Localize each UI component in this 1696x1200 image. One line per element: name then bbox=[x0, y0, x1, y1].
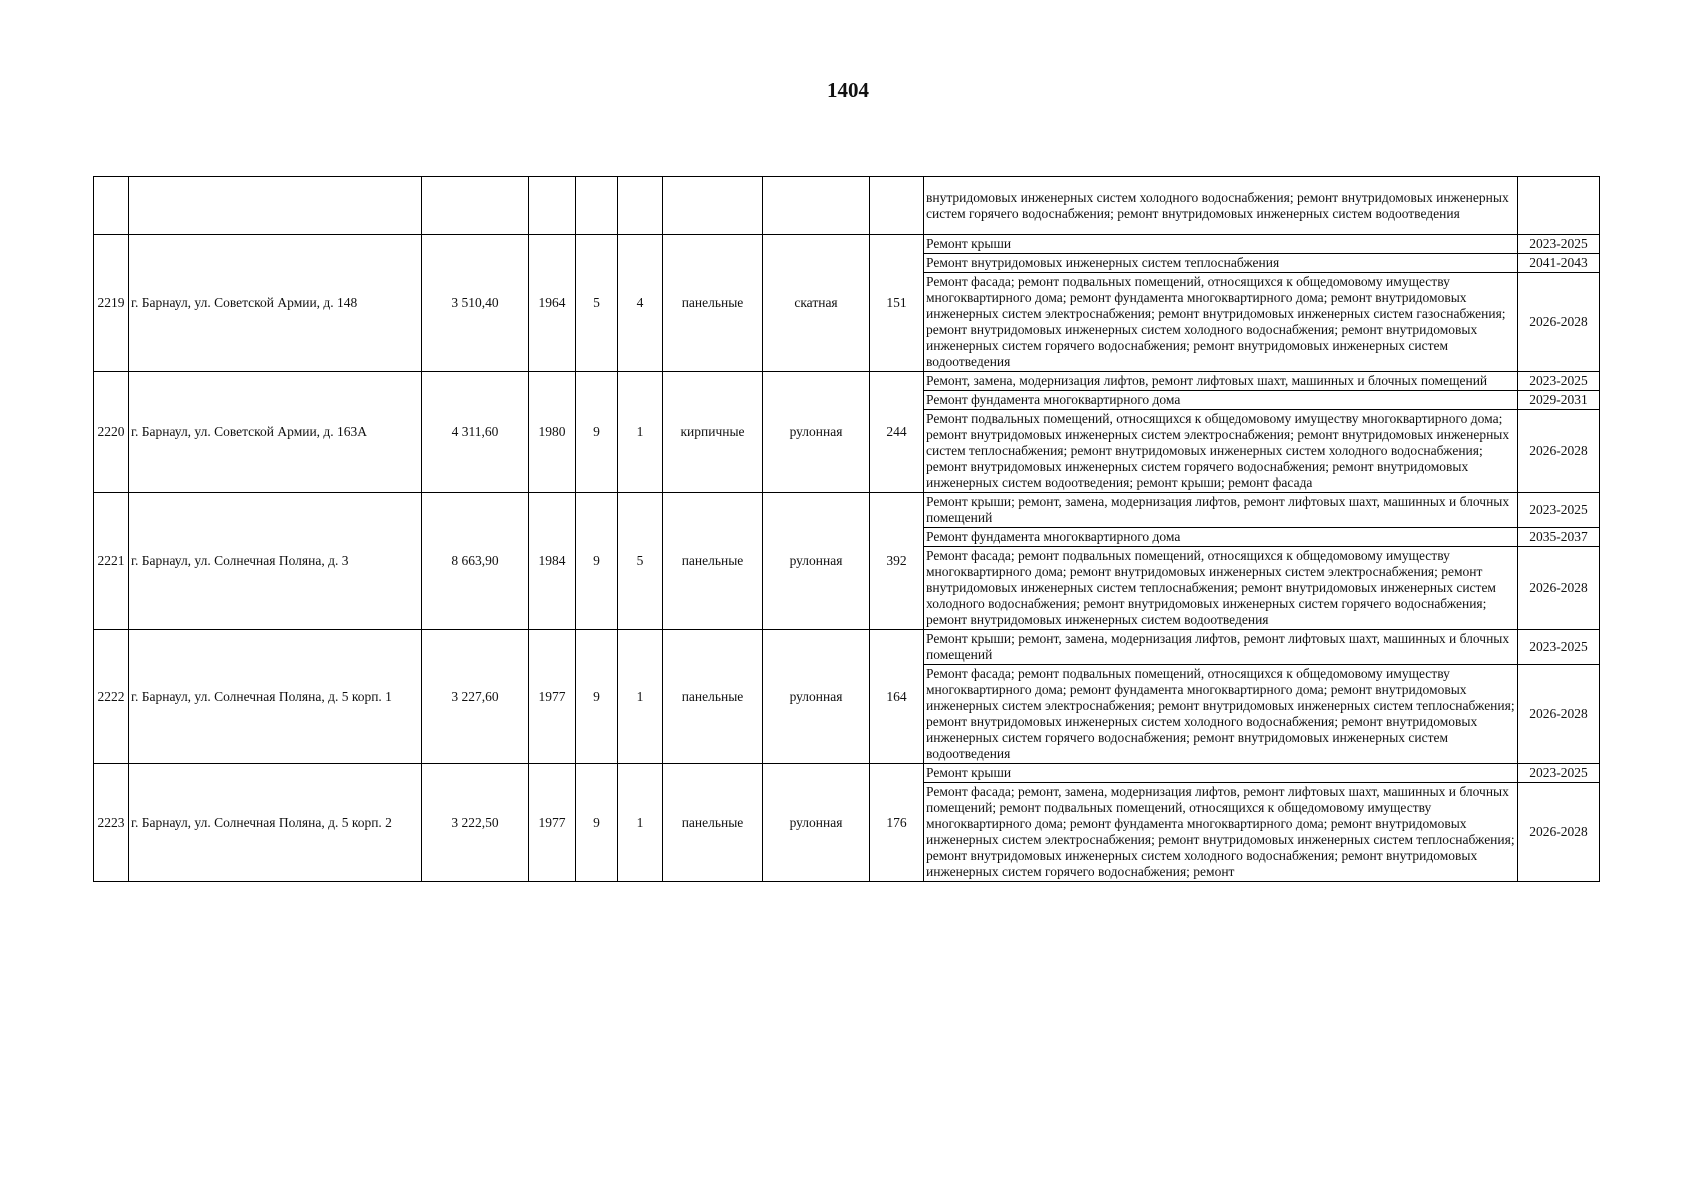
build-year: 1977 bbox=[529, 630, 576, 764]
work-period: 2023-2025 bbox=[1518, 493, 1600, 528]
table-row bbox=[94, 177, 1600, 235]
resident-count: 164 bbox=[870, 630, 924, 764]
row-number: 2219 bbox=[94, 235, 129, 372]
roof-type: рулонная bbox=[763, 493, 870, 630]
total-area: 8 663,90 bbox=[422, 493, 529, 630]
work-period: 2023-2025 bbox=[1518, 630, 1600, 665]
cell-year-empty bbox=[529, 177, 576, 235]
work-description: Ремонт фундамента многоквартирного дома bbox=[924, 391, 1518, 410]
work-period: 2026-2028 bbox=[1518, 783, 1600, 882]
work-period bbox=[1518, 177, 1600, 235]
cell-address-empty bbox=[129, 177, 422, 235]
house-address: г. Барнаул, ул. Солнечная Поляна, д. 5 корп. 2 bbox=[129, 764, 422, 882]
floor-count: 9 bbox=[576, 630, 618, 764]
work-description: Ремонт фасада; ремонт подвальных помещений, относящихся к общедомовому имуществу многоквартирного дома; ремонт фундамента многоквартирного дома; ремонт внутридомовых инженерных систем электроснабжения; ремонт внутридомовых инженерных систем газоснабжения; ремонт внутридомовых инженерных систем холодного водоснабжения; ремонт внутридомовых инженерных систем горячего водоснабжения; ремонт внутридомовых инженерных систем водоотведения bbox=[924, 273, 1518, 372]
resident-count: 244 bbox=[870, 372, 924, 493]
table-row bbox=[94, 630, 1600, 665]
work-period: 2026-2028 bbox=[1518, 273, 1600, 372]
work-description: Ремонт крыши; ремонт, замена, модернизация лифтов, ремонт лифтовых шахт, машинных и блочных помещений bbox=[924, 630, 1518, 665]
work-period: 2029-2031 bbox=[1518, 391, 1600, 410]
entrance-count: 1 bbox=[618, 372, 663, 493]
page-number: 1404 bbox=[827, 78, 869, 102]
row-number: 2223 bbox=[94, 764, 129, 882]
work-period: 2035-2037 bbox=[1518, 528, 1600, 547]
work-period: 2026-2028 bbox=[1518, 410, 1600, 493]
work-period: 2026-2028 bbox=[1518, 547, 1600, 630]
wall-material: панельные bbox=[663, 493, 763, 630]
cell-entrances-empty bbox=[618, 177, 663, 235]
total-area: 4 311,60 bbox=[422, 372, 529, 493]
wall-material: кирпичные bbox=[663, 372, 763, 493]
floor-count: 9 bbox=[576, 493, 618, 630]
cell-residents-empty bbox=[870, 177, 924, 235]
repair-schedule-table bbox=[93, 176, 1600, 882]
work-description: Ремонт фасада; ремонт, замена, модернизация лифтов, ремонт лифтовых шахт, машинных и блочных помещений; ремонт подвальных помещений, относящихся к общедомовому имуществу многоквартирного дома; ремонт фундамента многоквартирного дома; ремонт внутридомовых инженерных систем электроснабжения; ремонт внутридомовых инженерных систем теплоснабжения; ремонт внутридомовых инженерных систем холодного водоснабжения; ремонт внутридомовых инженерных систем горячего водоснабжения; ремонт bbox=[924, 783, 1518, 882]
work-description: Ремонт крыши bbox=[924, 235, 1518, 254]
entrance-count: 5 bbox=[618, 493, 663, 630]
entrance-count: 1 bbox=[618, 630, 663, 764]
resident-count: 176 bbox=[870, 764, 924, 882]
work-description: внутридомовых инженерных систем холодного водоснабжения; ремонт внутридомовых инженерных систем горячего водоснабжения; ремонт внутридомовых инженерных систем водоотведения bbox=[924, 177, 1518, 235]
floor-count: 5 bbox=[576, 235, 618, 372]
house-address: г. Барнаул, ул. Солнечная Поляна, д. 3 bbox=[129, 493, 422, 630]
table-row bbox=[94, 764, 1600, 783]
cell-floors-empty bbox=[576, 177, 618, 235]
work-description: Ремонт крыши; ремонт, замена, модернизация лифтов, ремонт лифтовых шахт, машинных и блочных помещений bbox=[924, 493, 1518, 528]
row-number: 2220 bbox=[94, 372, 129, 493]
wall-material: панельные bbox=[663, 630, 763, 764]
resident-count: 392 bbox=[870, 493, 924, 630]
wall-material: панельные bbox=[663, 235, 763, 372]
roof-type: рулонная bbox=[763, 630, 870, 764]
work-description: Ремонт, замена, модернизация лифтов, ремонт лифтовых шахт, машинных и блочных помещений bbox=[924, 372, 1518, 391]
work-description: Ремонт фундамента многоквартирного дома bbox=[924, 528, 1518, 547]
table-row bbox=[94, 372, 1600, 391]
table-row bbox=[94, 493, 1600, 528]
roof-type: рулонная bbox=[763, 764, 870, 882]
work-period: 2023-2025 bbox=[1518, 235, 1600, 254]
work-period: 2041-2043 bbox=[1518, 254, 1600, 273]
work-description: Ремонт фасада; ремонт подвальных помещений, относящихся к общедомовому имуществу многоквартирного дома; ремонт фундамента многоквартирного дома; ремонт внутридомовых инженерных систем электроснабжения; ремонт внутридомовых инженерных систем теплоснабжения; ремонт внутридомовых инженерных систем холодного водоснабжения; ремонт внутридомовых инженерных систем горячего водоснабжения; ремонт внутридомовых инженерных систем водоотведения bbox=[924, 665, 1518, 764]
total-area: 3 227,60 bbox=[422, 630, 529, 764]
total-area: 3 222,50 bbox=[422, 764, 529, 882]
cell-area-empty bbox=[422, 177, 529, 235]
resident-count: 151 bbox=[870, 235, 924, 372]
build-year: 1977 bbox=[529, 764, 576, 882]
roof-type: рулонная bbox=[763, 372, 870, 493]
work-description: Ремонт фасада; ремонт подвальных помещений, относящихся к общедомовому имуществу многоквартирного дома; ремонт внутридомовых инженерных систем электроснабжения; ремонт внутридомовых инженерных систем теплоснабжения; ремонт внутридомовых инженерных систем холодного водоснабжения; ремонт внутридомовых инженерных систем горячего водоснабжения; ремонт внутридомовых инженерных систем водоотведения bbox=[924, 547, 1518, 630]
cell-num-empty bbox=[94, 177, 129, 235]
house-address: г. Барнаул, ул. Солнечная Поляна, д. 5 корп. 1 bbox=[129, 630, 422, 764]
cell-walls-empty bbox=[663, 177, 763, 235]
row-number: 2221 bbox=[94, 493, 129, 630]
work-period: 2023-2025 bbox=[1518, 372, 1600, 391]
work-description: Ремонт подвальных помещений, относящихся к общедомовому имуществу многоквартирного дома; ремонт внутридомовых инженерных систем электроснабжения; ремонт внутридомовых инженерных систем теплоснабжения; ремонт внутридомовых инженерных систем холодного водоснабжения; ремонт внутридомовых инженерных систем горячего водоснабжения; ремонт внутридомовых инженерных систем водоотведения; ремонт крыши; ремонт фасада bbox=[924, 410, 1518, 493]
work-description: Ремонт крыши bbox=[924, 764, 1518, 783]
work-period: 2023-2025 bbox=[1518, 764, 1600, 783]
table-row bbox=[94, 235, 1600, 254]
roof-type: скатная bbox=[763, 235, 870, 372]
build-year: 1984 bbox=[529, 493, 576, 630]
row-number: 2222 bbox=[94, 630, 129, 764]
entrance-count: 1 bbox=[618, 764, 663, 882]
total-area: 3 510,40 bbox=[422, 235, 529, 372]
work-period: 2026-2028 bbox=[1518, 665, 1600, 764]
house-address: г. Барнаул, ул. Советской Армии, д. 163А bbox=[129, 372, 422, 493]
floor-count: 9 bbox=[576, 764, 618, 882]
wall-material: панельные bbox=[663, 764, 763, 882]
entrance-count: 4 bbox=[618, 235, 663, 372]
build-year: 1964 bbox=[529, 235, 576, 372]
cell-roof-empty bbox=[763, 177, 870, 235]
work-description: Ремонт внутридомовых инженерных систем теплоснабжения bbox=[924, 254, 1518, 273]
floor-count: 9 bbox=[576, 372, 618, 493]
build-year: 1980 bbox=[529, 372, 576, 493]
house-address: г. Барнаул, ул. Советской Армии, д. 148 bbox=[129, 235, 422, 372]
